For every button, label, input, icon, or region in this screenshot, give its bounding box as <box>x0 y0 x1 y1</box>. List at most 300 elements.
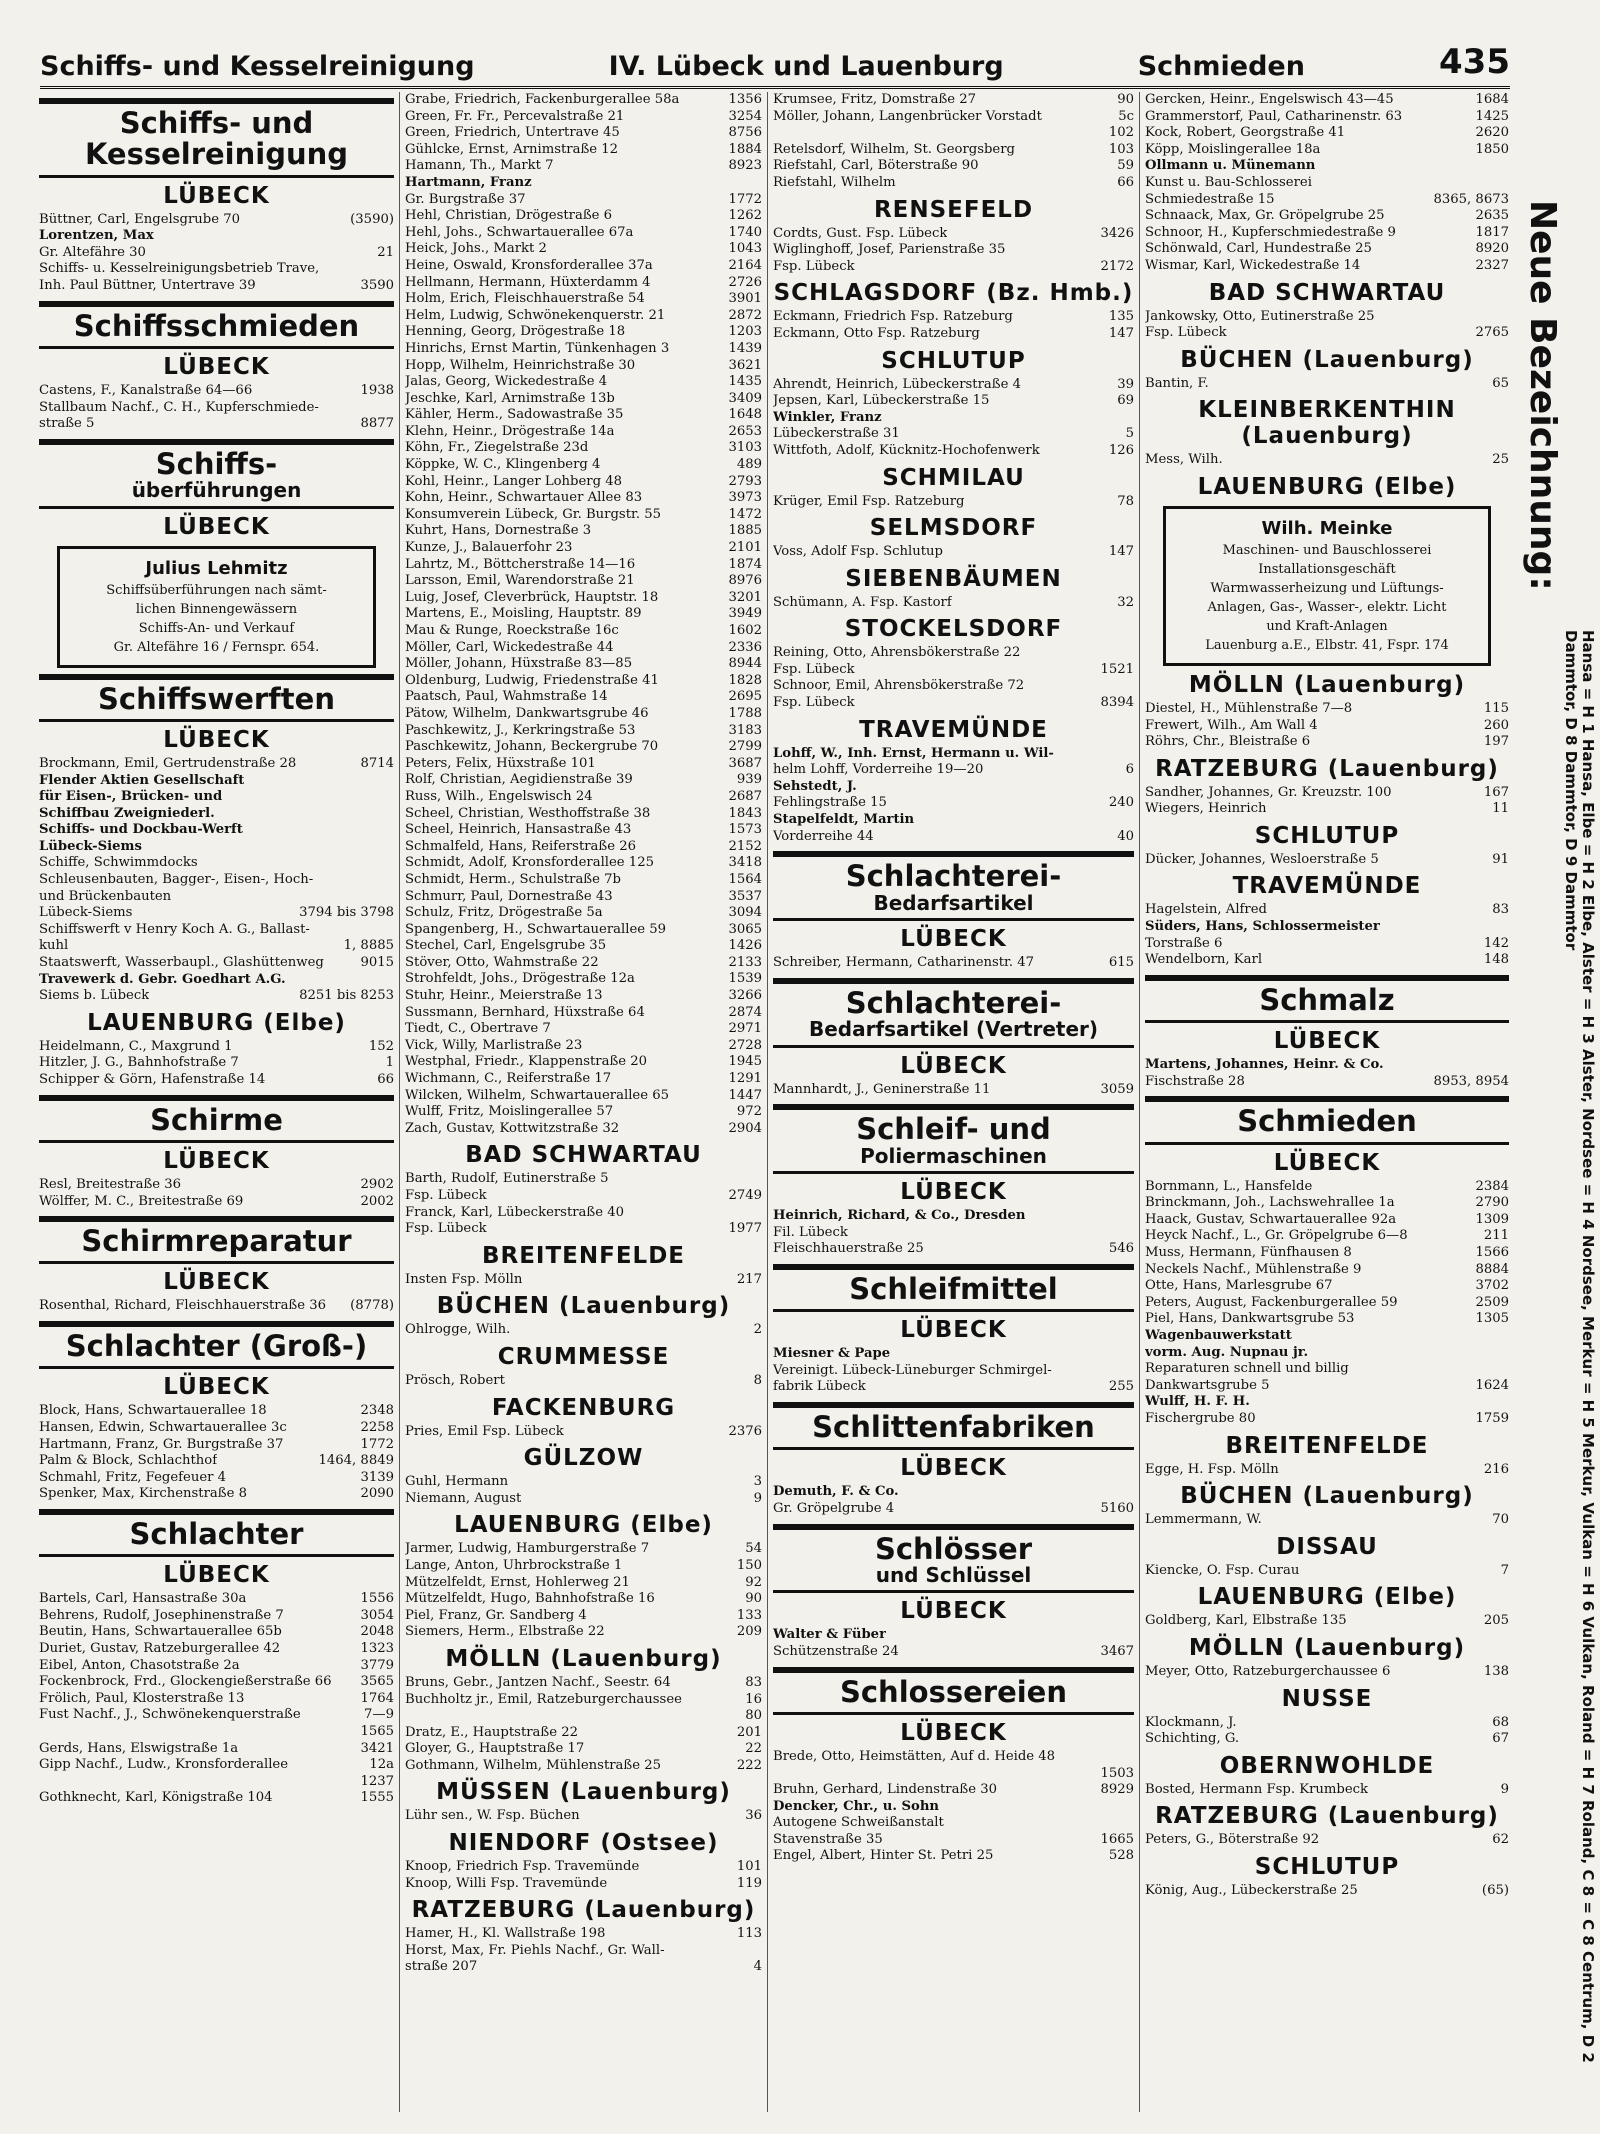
entry-number: 2653 <box>728 423 762 439</box>
page-number: 435 <box>1439 42 1510 82</box>
entry-number: 3139 <box>360 1469 394 1485</box>
section-heading <box>39 98 394 178</box>
directory-entry <box>1145 1212 1509 1229</box>
entry-number: 1665 <box>1100 1831 1134 1847</box>
entry-name: Gloyer, G., Hauptstraße 17 <box>405 1741 585 1757</box>
directory-entry <box>405 258 762 275</box>
entry-number: 3054 <box>360 1607 394 1623</box>
directory-entry <box>405 1038 762 1055</box>
directory-entry <box>773 1346 1134 1363</box>
section-title: Schlachter (Groß-) <box>65 1329 368 1363</box>
entry-name: Kunst u. Bau-Schlosserei <box>1145 174 1312 190</box>
directory-entry <box>1145 208 1509 225</box>
entry-number: 3421 <box>360 1740 394 1756</box>
directory-entry <box>39 1674 394 1691</box>
city-heading: LÜBECK <box>163 1562 270 1589</box>
entry-number: 1503 <box>1100 1765 1134 1781</box>
entry-name: Heinrich, Richard, & Co., Dresden <box>773 1208 1026 1224</box>
section-title: Schiffs- <box>155 446 278 481</box>
entry-number: 240 <box>1108 795 1134 811</box>
entry-number: 3409 <box>728 390 762 406</box>
city-heading: SCHLUTUP <box>881 347 1026 374</box>
entry-number: 8884 <box>1475 1261 1509 1277</box>
entry-name: fabrik Lübeck <box>773 1379 866 1395</box>
entry-number: 1885 <box>728 523 762 539</box>
section-heading <box>773 1104 1134 1174</box>
entry-number: 972 <box>736 1104 762 1120</box>
entry-number: 2152 <box>728 838 762 854</box>
entry-name: Lange, Anton, Uhrbrockstraße 1 <box>405 1557 623 1573</box>
section-title: Schlachterei- <box>845 985 1062 1020</box>
entry-number: 2348 <box>360 1403 394 1419</box>
directory-entry <box>405 889 762 906</box>
directory-entry <box>405 291 762 308</box>
directory-entry <box>39 905 394 922</box>
entry-number <box>758 1171 762 1188</box>
entry-number: 4 <box>753 1959 762 1975</box>
directory-entry <box>773 1379 1134 1396</box>
entry-name: Autogene Schweißanstalt <box>773 1815 944 1831</box>
directory-entry <box>1145 1394 1509 1411</box>
directory-entry <box>39 972 394 989</box>
entry-number <box>390 972 394 989</box>
ad-line: Installationsgeschäft <box>1258 561 1396 577</box>
entry-number: 115 <box>1483 700 1509 716</box>
entry-name: Fsp. Lübeck <box>773 258 855 274</box>
entry-name: Miesner & Pape <box>773 1346 891 1362</box>
entry-name: Hinrichs, Ernst Martin, Tünkenhagen 3 <box>405 340 670 356</box>
directory-entry <box>405 872 762 889</box>
entry-name: Hartmann, Franz, Gr. Burgstraße 37 <box>39 1436 284 1452</box>
directory-entry <box>1145 1262 1509 1279</box>
directory-entry <box>773 678 1134 695</box>
directory-entry <box>405 1088 762 1105</box>
entry-name: Hamer, H., Kl. Wallstraße 198 <box>405 1926 606 1942</box>
city-heading: SELMSDORF <box>869 515 1038 542</box>
header-right: Schmieden <box>1137 51 1305 82</box>
entry-name: Insten Fsp. Mölln <box>405 1271 523 1287</box>
entry-name: Barth, Rudolf, Eutinerstraße 5 <box>405 1171 609 1187</box>
directory-entry <box>405 440 762 457</box>
entry-name: Stechel, Carl, Engelsgrube 35 <box>405 938 607 954</box>
entry-number: 3949 <box>728 606 762 622</box>
entry-name: Kunze, J., Balauerfohr 23 <box>405 540 573 556</box>
directory-entry <box>1145 1195 1509 1212</box>
entry-name: Kuhrt, Hans, Dornestraße 3 <box>405 523 592 539</box>
directory-entry <box>405 358 762 375</box>
directory-entry <box>39 1072 394 1089</box>
directory-entry <box>1145 1057 1509 1074</box>
entry-number: 2002 <box>360 1193 394 1209</box>
entry-number: 2101 <box>728 540 762 556</box>
entry-number: 2790 <box>1475 1195 1509 1211</box>
entry-name: Büttner, Carl, Engelsgrube 70 <box>39 211 240 227</box>
directory-entry <box>39 1403 394 1420</box>
entry-name: Paschkewitz, Johann, Beckergrube 70 <box>405 739 659 755</box>
entry-number: 6 <box>1125 762 1134 778</box>
directory-entry <box>39 839 394 856</box>
entry-name: Schnoor, H., Kupferschmiedestraße 9 <box>1145 224 1396 240</box>
entry-name: Bruns, Gebr., Jantzen Nachf., Seestr. 64 <box>405 1674 671 1690</box>
entry-name: Bantin, F. <box>1145 375 1209 391</box>
directory-entry <box>405 208 762 225</box>
entry-name: Möller, Johann, Hüxstraße 83—85 <box>405 656 633 672</box>
city-heading: NIENDORF (Ostsee) <box>448 1830 719 1857</box>
section-heading <box>39 1216 394 1264</box>
entry-number <box>390 789 394 806</box>
entry-number: 1521 <box>1100 661 1134 677</box>
directory-entry <box>1145 1074 1509 1091</box>
section-title: Schiffs- und Kesselreinigung <box>84 106 349 172</box>
entry-name: Konsumverein Lübeck, Gr. Burgstr. 55 <box>405 506 662 522</box>
entry-number: 91 <box>1492 851 1509 867</box>
entry-name: Green, Fr. Fr., Percevalstraße 21 <box>405 108 625 124</box>
entry-number: 102 <box>1108 125 1134 141</box>
city-heading: LAUENBURG (Elbe) <box>454 1512 713 1539</box>
directory-entry <box>1145 1361 1509 1378</box>
city-heading: LAUENBURG (Elbe) <box>1197 473 1457 500</box>
directory-entry <box>405 109 762 126</box>
directory-entry <box>405 673 762 690</box>
directory-entry <box>39 1707 394 1724</box>
directory-entry <box>773 259 1134 276</box>
entry-name: straße 207 <box>405 1959 478 1975</box>
entry-name: Martens, Johannes, Heinr. & Co. <box>1145 1057 1384 1073</box>
directory-entry <box>1145 1328 1509 1345</box>
entry-number: 5 <box>1125 426 1134 442</box>
entry-name: Lübeck-Siems <box>39 905 133 921</box>
entry-number: 3254 <box>728 108 762 124</box>
entry-name: Oldenburg, Ludwig, Friedenstraße 41 <box>405 672 659 688</box>
entry-number: 8251 bis 8253 <box>299 988 394 1004</box>
entry-number: 8394 <box>1100 695 1134 711</box>
entry-name: Egge, H. Fsp. Mölln <box>1145 1461 1279 1477</box>
directory-entry <box>1145 1563 1509 1580</box>
entry-name: Larsson, Emil, Warendorstraße 21 <box>405 573 635 589</box>
entry-name: Krüger, Emil Fsp. Ratzeburg <box>773 493 965 509</box>
directory-entry <box>773 1766 1134 1783</box>
entry-name: vorm. Aug. Nupnau jr. <box>1145 1344 1309 1360</box>
entry-number: 3687 <box>728 755 762 771</box>
entry-name: Lorentzen, Max <box>39 228 154 244</box>
entry-name: Retelsdorf, Wilhelm, St. Georgsberg <box>773 141 1015 157</box>
entry-name: Hitzler, J. G., Bahnhofstraße 7 <box>39 1055 239 1071</box>
section-title: Schirmreparatur <box>81 1224 352 1259</box>
directory-entry <box>39 1591 394 1608</box>
entry-name: Martens, E., Moisling, Hauptstr. 89 <box>405 606 642 622</box>
directory-entry <box>405 1373 762 1390</box>
entry-number: 3183 <box>728 722 762 738</box>
city-heading: BÜCHEN (Lauenburg) <box>1180 1483 1474 1510</box>
entry-name: Fsp. Lübeck <box>405 1221 487 1237</box>
directory-entry <box>39 1177 394 1194</box>
directory-entry <box>39 872 394 889</box>
entry-name: Dankwartsgrube 5 <box>1145 1377 1270 1393</box>
directory-entry <box>39 228 394 245</box>
entry-name: Stöver, Otto, Wahmstraße 22 <box>405 954 599 970</box>
entry-name: Röhrs, Chr., Bleistraße 6 <box>1145 734 1311 750</box>
entry-number: 2749 <box>728 1188 762 1203</box>
entry-number: 1309 <box>1475 1211 1509 1227</box>
directory-entry <box>1145 452 1509 469</box>
entry-number: 2172 <box>1100 258 1134 274</box>
ad-line: Lauenburg a.E., Elbstr. 41, Fspr. 174 <box>1205 637 1449 653</box>
directory-entry <box>39 400 394 417</box>
directory-entry <box>39 1039 394 1056</box>
entry-number: 255 <box>1108 1379 1134 1395</box>
directory-entry <box>405 1608 762 1625</box>
directory-entry <box>405 1675 762 1692</box>
directory-entry <box>1145 1512 1509 1529</box>
city-heading: BREITENFELDE <box>481 1242 686 1269</box>
city-heading: LÜBECK <box>900 1317 1007 1344</box>
directory-entry <box>405 507 762 524</box>
directory-entry <box>39 1774 394 1791</box>
entry-number <box>1130 1627 1134 1644</box>
entry-number <box>1130 1484 1134 1501</box>
header-left: Schiffs- und Kesselreinigung <box>40 51 475 82</box>
entry-number: 1624 <box>1475 1377 1509 1393</box>
entry-number: 39 <box>1117 376 1134 392</box>
city-heading: LÜBECK <box>1273 1149 1381 1176</box>
entry-name: Engel, Albert, Hinter St. Petri 25 <box>773 1848 994 1864</box>
directory-entry <box>405 988 762 1005</box>
entry-name: Schmidt, Herm., Schulstraße 7b <box>405 871 621 887</box>
entry-number: 3590 <box>360 278 394 293</box>
entry-number: 2509 <box>1475 1294 1509 1310</box>
entry-number: 2336 <box>728 639 762 655</box>
entry-number: 62 <box>1492 1832 1509 1848</box>
entry-number <box>1130 410 1134 427</box>
entry-name: Scheel, Christian, Westhoffstraße 38 <box>405 805 651 821</box>
directory-entry <box>773 109 1134 126</box>
entry-name: Knoop, Friedrich Fsp. Travemünde <box>405 1859 640 1875</box>
directory-entry <box>405 1221 762 1238</box>
entry-name: Peters, August, Fackenburgerallee 59 <box>1145 1294 1398 1310</box>
city-heading: LÜBECK <box>900 1052 1007 1079</box>
directory-entry <box>405 275 762 292</box>
entry-name: Reining, Otto, Ahrensbökerstraße 22 <box>773 645 1021 661</box>
section-heading <box>39 1095 394 1143</box>
entry-number <box>390 855 394 872</box>
directory-entry <box>39 1055 394 1072</box>
entry-number: 1, 8885 <box>343 938 394 954</box>
city-heading: MÖLLN (Lauenburg) <box>445 1645 722 1672</box>
sidebar-text: Hansa = H 1 Hansa, Elbe = H 2 Elbe, Alster = H 3 Alster, Nordsee = H 4 Nordsee, Merkur = H 5 Merkur, Vulkan = H 6 Vulkan, Roland = H 7 Roland, C 8 = C 8 Centrum, D 2 Dammtor, D 8 Dammtor, D 9 Dammtor <box>1562 630 1597 2063</box>
section-heading <box>39 439 394 509</box>
entry-name: Dratz, E., Hauptstraße 22 <box>405 1724 578 1740</box>
entry-name: Heidelmann, C., Maxgrund 1 <box>39 1038 233 1054</box>
directory-entry <box>39 1691 394 1708</box>
entry-name: Jeschke, Karl, Arnimstraße 13b <box>405 390 615 406</box>
entry-name: Mau & Runge, Roeckstraße 16c <box>405 623 619 638</box>
entry-name: Winkler, Franz <box>773 409 882 425</box>
entry-number: 3065 <box>728 921 762 937</box>
entry-number: 8365, 8673 <box>1433 191 1509 207</box>
entry-name: Brockmann, Emil, Gertrudenstraße 28 <box>39 755 297 771</box>
entry-name: Süders, Hans, Schlossermeister <box>1145 919 1380 935</box>
directory-entry <box>1145 192 1509 209</box>
entry-number: 1945 <box>728 1054 762 1070</box>
entry-name: Wichmann, C., Reiferstraße 17 <box>405 1071 612 1087</box>
entry-name: Schiffe, Schwimmdocks <box>39 855 198 871</box>
entry-name: Guhl, Hermann <box>405 1474 509 1490</box>
entry-name: Schiffbau Zweigniederl. <box>39 805 215 821</box>
directory-entry <box>1145 109 1509 126</box>
directory-entry <box>773 795 1134 812</box>
directory-entry <box>39 1790 394 1807</box>
directory-entry <box>39 806 394 823</box>
entry-name: Bornmann, L., Hansfelde <box>1145 1178 1313 1194</box>
entry-number <box>1505 175 1509 192</box>
entry-number: 119 <box>736 1875 762 1891</box>
entry-name: Schönwald, Carl, Hundestraße 25 <box>1145 241 1372 257</box>
entry-number: 150 <box>736 1557 762 1573</box>
entry-number <box>758 1205 762 1222</box>
city-heading: LÜBECK <box>900 1455 1007 1482</box>
entry-name: Tiedt, C., Obertrave 7 <box>405 1021 551 1037</box>
directory-entry <box>405 689 762 706</box>
entry-number: 83 <box>745 1674 762 1690</box>
entry-name: Riefstahl, Wilhelm <box>773 174 896 190</box>
entry-name: Gipp Nachf., Ludw., Kronsforderallee <box>39 1757 289 1773</box>
directory-entry <box>1145 376 1509 393</box>
section-subtitle: Bedarfsartikel (Vertreter) <box>808 1017 1099 1042</box>
entry-name: Fehlingstraße 15 <box>773 795 887 811</box>
directory-entry <box>1145 902 1509 919</box>
entry-number: 3059 <box>1100 1081 1134 1097</box>
entry-name: Wendelborn, Karl <box>1145 952 1263 968</box>
entry-name: Siems b. Lübeck <box>39 988 150 1004</box>
entry-number: 1539 <box>728 971 762 987</box>
directory-entry <box>1145 1664 1509 1681</box>
entry-number <box>1130 1346 1134 1363</box>
entry-name: Wiglinghoff, Josef, Parienstraße 35 <box>773 242 1006 258</box>
directory-entry <box>773 1484 1134 1501</box>
entry-number: 1237 <box>360 1773 394 1789</box>
entry-name: Eibel, Anton, Chasotstraße 2a <box>39 1657 240 1673</box>
entry-number: 1874 <box>728 556 762 572</box>
entry-number: 222 <box>736 1757 762 1773</box>
directory-entry <box>1145 1245 1509 1262</box>
section-heading <box>773 851 1134 921</box>
entry-number: 1435 <box>728 374 762 390</box>
entry-name: Castens, F., Kanalstraße 64—66 <box>39 382 253 398</box>
entry-number: 2765 <box>1475 325 1509 341</box>
entry-number: 2687 <box>728 788 762 804</box>
entry-name: Luig, Josef, Cleverbrück, Hauptstr. 18 <box>405 589 659 605</box>
directory-entry <box>1145 241 1509 258</box>
entry-number: 7—9 <box>364 1707 394 1723</box>
entry-number <box>390 261 394 278</box>
entry-name: Gühlcke, Ernst, Arnimstraße 12 <box>405 141 619 157</box>
directory-entry <box>39 1453 394 1470</box>
entry-number: 8714 <box>360 755 394 771</box>
entry-name: Behrens, Rudolf, Josephinenstraße 7 <box>39 1607 284 1623</box>
column-1 <box>34 92 399 2112</box>
entry-name: Kohn, Heinr., Schwartauer Allee 83 <box>405 490 643 506</box>
city-heading: RENSEFELD <box>873 196 1034 223</box>
section-title: Schlossereien <box>839 1674 1067 1709</box>
entry-number: 2793 <box>728 473 762 489</box>
entry-name: Jarmer, Ludwig, Hamburgerstraße 7 <box>405 1541 650 1557</box>
directory-entry <box>405 1272 762 1289</box>
entry-name: Zach, Gustav, Kottwitzstraße 32 <box>405 1120 620 1136</box>
entry-number: 3565 <box>360 1674 394 1690</box>
entry-name: Fleischhauerstraße 25 <box>773 1241 924 1257</box>
entry-number: 3094 <box>728 905 762 921</box>
directory-entry <box>405 1188 762 1205</box>
entry-name: Vick, Willy, Marlistraße 23 <box>405 1037 583 1053</box>
city-heading: STOCKELSDORF <box>844 616 1063 643</box>
entry-number: 83 <box>1492 902 1509 918</box>
directory-entry <box>1145 125 1509 142</box>
entry-name: Wölffer, M. C., Breitestraße 69 <box>39 1193 244 1209</box>
entry-number: 3 <box>753 1474 762 1490</box>
directory-entry <box>39 1658 394 1675</box>
header-rule <box>40 86 1510 89</box>
entry-name: Hansen, Edwin, Schwartauerallee 3c <box>39 1419 287 1435</box>
directory-entry <box>405 1575 762 1592</box>
section-title: Schleif- und <box>856 1112 1051 1147</box>
entry-name: Lohff, W., Inh. Ernst, Hermann u. Wil- <box>773 745 1054 761</box>
directory-entry <box>405 623 762 640</box>
entry-number: 1884 <box>728 141 762 157</box>
directory-entry <box>773 494 1134 511</box>
ad-line: Schiffsüberführungen nach sämt- <box>106 582 327 598</box>
entry-name: Beutin, Hans, Schwartauerallee 65b <box>39 1624 282 1640</box>
entry-name: Staatswerft, Wasserbaupl., Glashüttenweg <box>39 955 324 971</box>
entry-name: Palm & Block, Schlachthof <box>39 1453 218 1469</box>
entry-name: Fockenbrock, Frd., Glockengießerstraße 66 <box>39 1674 332 1690</box>
directory-entry <box>773 1848 1134 1865</box>
entry-number: 78 <box>1117 493 1134 509</box>
entry-name: Fischergrube 80 <box>1145 1410 1256 1426</box>
entry-number <box>1130 242 1134 259</box>
directory-entry <box>1145 1345 1509 1362</box>
entry-number: 1043 <box>728 241 762 257</box>
entry-name: Fsp. Lübeck <box>773 695 855 711</box>
entry-number: 2327 <box>1475 257 1509 273</box>
entry-name: Peters, G., Böterstraße 92 <box>1145 1832 1320 1848</box>
entry-number: 69 <box>1117 393 1134 409</box>
directory-entry <box>773 242 1134 259</box>
entry-name: Fust Nachf., J., Schwönekenquerstraße <box>39 1707 301 1723</box>
entry-number: (8778) <box>350 1298 394 1314</box>
directory-entry <box>1145 801 1509 818</box>
entry-number <box>390 839 394 856</box>
entry-number: 939 <box>736 772 762 788</box>
entry-name: Lemmermann, W. <box>1145 1512 1262 1528</box>
entry-number: 9015 <box>360 955 394 971</box>
directory-entry <box>773 426 1134 443</box>
entry-number: 3901 <box>728 291 762 307</box>
entry-number <box>1505 309 1509 326</box>
directory-entry <box>39 1437 394 1454</box>
city-heading: LÜBECK <box>1273 1028 1381 1055</box>
section-heading <box>773 978 1134 1048</box>
city-heading: BAD SCHWARTAU <box>465 1142 702 1169</box>
directory-entry <box>405 557 762 574</box>
entry-number: 25 <box>1492 452 1509 468</box>
entry-name: Fil. Lübeck <box>773 1224 848 1240</box>
entry-number: 101 <box>736 1859 762 1875</box>
directory-entry <box>39 1608 394 1625</box>
entry-number <box>1130 1799 1134 1816</box>
entry-number: 2090 <box>360 1486 394 1502</box>
directory-entry <box>1145 1613 1509 1630</box>
directory-entry <box>773 1208 1134 1225</box>
